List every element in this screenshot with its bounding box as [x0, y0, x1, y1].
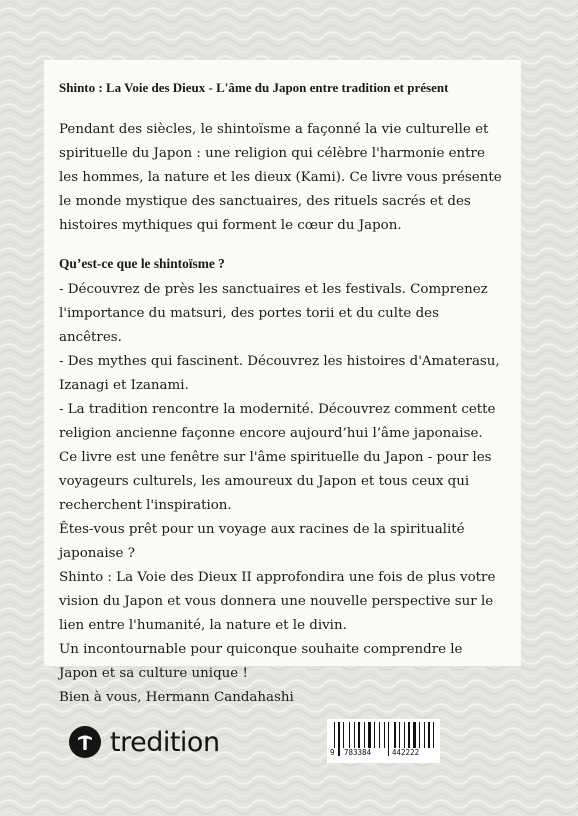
- body-line: Un incontournable pour quiconque souhaite comprendre le Japon et sa culture unique !: [59, 642, 463, 681]
- barcode-bar: [399, 722, 400, 748]
- body-line: Shinto : La Voie des Dieux II approfondira une fois de plus votre vision du Japon et vous donnera une nouvelle perspective sur le lien entre l'humanité, la nature et le divin.: [59, 570, 496, 633]
- barcode-bar: [358, 722, 360, 748]
- barcode-bar: [384, 722, 385, 748]
- barcode-bar: [404, 722, 405, 748]
- section-heading: Qu’est-ce que le shintoïsme ?: [59, 256, 225, 271]
- barcode-bar: [368, 722, 371, 748]
- body-line: - Des mythes qui fascinent. Découvrez les histoires d'Amaterasu, Izanagi et Izanami.: [59, 354, 500, 393]
- barcode-bar: [428, 722, 430, 748]
- barcode-bar: [424, 722, 425, 748]
- body-line: Êtes-vous prêt pour un voyage aux racines de la spiritualité japonaise ?: [59, 522, 465, 561]
- barcode-bar: [419, 722, 420, 748]
- book-title: Shinto : La Voie des Dieux - L'âme du Japon entre tradition et présent: [59, 80, 449, 95]
- barcode-bar: [413, 722, 416, 748]
- back-cover-text-panel: [44, 60, 521, 705]
- barcode-bar: [433, 722, 434, 748]
- barcode-bar: [379, 722, 380, 748]
- barcode-digit-lead: 9: [330, 748, 335, 757]
- body-line: - Découvrez de près les sanctuaires et les festivals. Comprenez l'importance du matsuri, des portes torii et du culte des ancêtres.: [59, 282, 488, 345]
- barcode-bar: [343, 722, 344, 748]
- barcode-digits: [329, 748, 439, 760]
- barcode-bar: [364, 722, 365, 748]
- barcode-bar: [408, 722, 410, 748]
- barcode-bar: [374, 722, 375, 748]
- publisher-logo: [69, 725, 220, 759]
- barcode-bar: [349, 722, 350, 748]
- body-line: Ce livre est une fenêtre sur l'âme spirituelle du Japon - pour les voyageurs culturels, les amoureux du Japon et tous ceux qui recherchent l'inspiration.: [59, 450, 492, 513]
- author-signoff: Bien à vous, Hermann Candahashi: [59, 690, 294, 705]
- intro-paragraph: Pendant des siècles, le shintoïsme a façonné la vie culturelle et spirituelle du Japon : une religion qui célèbre l'harmonie entre les hommes, la nature et les dieux (Kami). Ce livre vous présente le monde mystique des sanctuaires, des rituels sacrés et des histoires mythiques qui forment le cœur du Japon.: [59, 122, 502, 233]
- barcode-digit-group-2: 442222: [392, 748, 420, 757]
- barcode-bar: [394, 722, 396, 748]
- body-line: - La tradition rencontre la modernité. Découvrez comment cette religion ancienne façonne encore aujourd’hui l’âme japonaise.: [59, 402, 496, 441]
- publisher-name: tredition: [110, 726, 220, 758]
- barcode-bar: [354, 722, 355, 748]
- isbn-barcode: [327, 719, 440, 763]
- barcode-digit-group-1: 783384: [344, 748, 372, 757]
- tredition-logo-icon: [69, 726, 101, 758]
